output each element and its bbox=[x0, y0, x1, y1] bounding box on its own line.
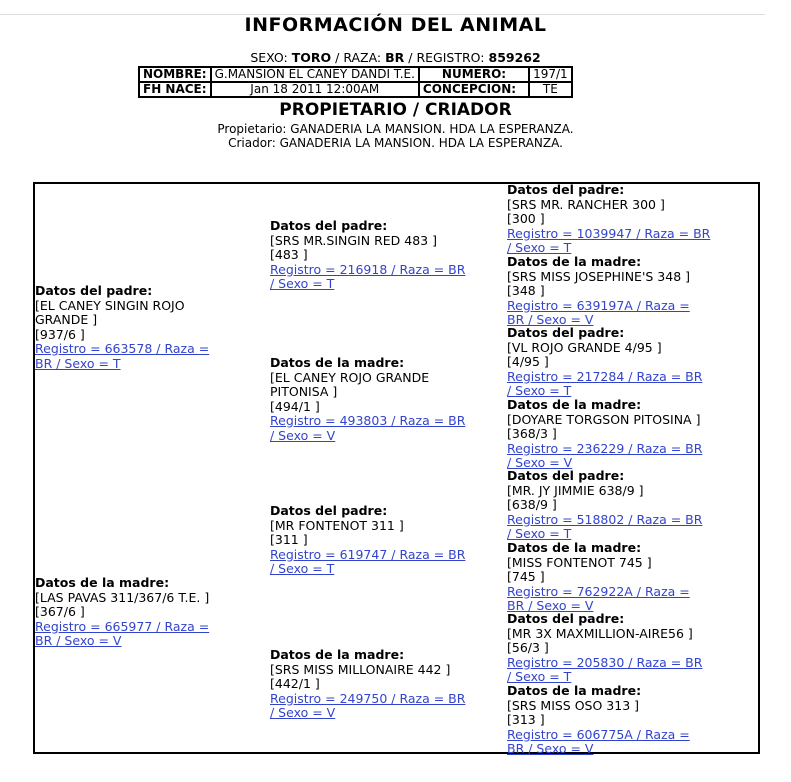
pedigree-sire-sire-registro-link[interactable] bbox=[270, 263, 465, 292]
concepcion-value: TE bbox=[529, 82, 572, 97]
registro-link-line[interactable]: Registro = 665977 / Raza = bbox=[35, 618, 210, 634]
raza-value: BR bbox=[385, 50, 405, 65]
registro-link-line[interactable]: Registro = 217284 / Raza = BR bbox=[507, 368, 703, 384]
pedigree-sire-dam-name: PITONISA ] bbox=[270, 384, 338, 399]
registro-link-line[interactable]: Registro = 216918 / Raza = BR bbox=[270, 261, 466, 277]
pedigree-sire-dam-name: [EL CANEY ROJO GRANDE bbox=[270, 369, 430, 385]
registro-link-line[interactable]: / Sexo = T bbox=[507, 669, 572, 684]
registro-link-line[interactable]: / Sexo = V bbox=[507, 455, 573, 470]
pedigree-ds-sire-number: [638/9 ] bbox=[507, 497, 557, 512]
registro-link-line[interactable]: / Sexo = T bbox=[507, 526, 572, 541]
pedigree-dd-sire bbox=[507, 612, 702, 685]
sexo-value: TORO bbox=[291, 50, 332, 65]
registro-link-line[interactable]: Registro = 619747 / Raza = BR bbox=[270, 546, 466, 562]
pedigree-ds-sire-name: [MR. JY JIMMIE 638/9 ] bbox=[507, 482, 644, 498]
numero-value: 197/1 bbox=[529, 67, 572, 82]
pedigree-sd-dam-registro-link[interactable] bbox=[507, 442, 702, 471]
pedigree-ss-sire-name: [SRS MR. RANCHER 300 ] bbox=[507, 196, 665, 212]
pedigree-sd-sire-heading: Datos del padre: bbox=[507, 325, 625, 340]
pedigree-sd-dam-number: [368/3 ] bbox=[507, 426, 557, 441]
pedigree-sd-sire-name: [VL ROJO GRANDE 4/95 ] bbox=[507, 339, 662, 355]
owner-heading: PROPIETARIO / CRIADOR bbox=[279, 100, 512, 120]
pedigree-dam-sire bbox=[270, 504, 465, 577]
pedigree-sire-heading: Datos del padre: bbox=[35, 283, 153, 298]
registro-link-line[interactable]: / Sexo = T bbox=[270, 561, 335, 576]
registro-label: REGISTRO: bbox=[416, 50, 485, 65]
fh-nace-label: FH NACE: bbox=[139, 82, 211, 97]
registro-link-line[interactable]: Registro = 762922A / Raza = bbox=[507, 583, 690, 599]
registro-link-line[interactable]: / Sexo = T bbox=[507, 383, 572, 398]
pedigree-dd-sire-registro-link[interactable] bbox=[507, 656, 702, 685]
pedigree-sire-number: [937/6 ] bbox=[35, 326, 85, 342]
pedigree-ss-sire-number: [300 ] bbox=[507, 211, 545, 226]
registro-link-line[interactable]: Registro = 493803 / Raza = BR bbox=[270, 413, 466, 428]
pedigree-sire bbox=[35, 284, 209, 371]
pedigree-dd-sire-heading: Datos del padre: bbox=[507, 611, 625, 626]
pedigree-sd-sire-number: [4/95 ] bbox=[507, 354, 549, 369]
pedigree-ds-dam-name: [MISS FONTENOT 745 ] bbox=[507, 554, 652, 570]
pedigree-sd-dam-heading: Datos de la madre: bbox=[507, 397, 642, 412]
pedigree-sire-name: [EL CANEY SINGIN ROJO bbox=[35, 297, 185, 313]
propietario-text: Propietario: GANADERIA LA MANSION. HDA LA ESPERANZA. bbox=[217, 122, 574, 136]
concepcion-label: CONCEPCION: bbox=[419, 82, 529, 97]
sexo-label: SEXO: bbox=[250, 50, 288, 65]
pedigree-ds-dam-heading: Datos de la madre: bbox=[507, 540, 642, 555]
info-row-1 bbox=[139, 67, 572, 82]
pedigree-ss-dam bbox=[507, 255, 690, 328]
pedigree-dam-dam-name: [SRS MISS MILLONAIRE 442 ] bbox=[270, 661, 451, 677]
pedigree-dam-heading: Datos de la madre: bbox=[35, 575, 170, 590]
pedigree-ss-dam-registro-link[interactable] bbox=[507, 299, 690, 328]
pedigree-sire-registro-link[interactable] bbox=[35, 342, 209, 371]
pedigree-dam-sire-name: [MR FONTENOT 311 ] bbox=[270, 517, 404, 533]
page-title: INFORMACIÓN DEL ANIMAL bbox=[244, 14, 547, 36]
pedigree-dam-sire-registro-link[interactable] bbox=[270, 548, 465, 577]
pedigree-dam-sire-number: [311 ] bbox=[270, 532, 308, 547]
pedigree-sire-dam-registro-link[interactable] bbox=[270, 414, 465, 443]
pedigree-sire-sire-number: [483 ] bbox=[270, 247, 308, 262]
pedigree-ds-dam-number: [745 ] bbox=[507, 569, 545, 584]
registro-link-line[interactable]: / Sexo = V bbox=[270, 427, 336, 443]
pedigree-ds-sire-heading: Datos del padre: bbox=[507, 468, 625, 483]
pedigree-sire-dam bbox=[270, 356, 465, 443]
pedigree-ds-dam bbox=[507, 541, 690, 614]
registro-link-line[interactable]: Registro = 249750 / Raza = BR bbox=[270, 690, 466, 706]
registro-link-line[interactable]: / Sexo = T bbox=[270, 276, 335, 291]
registro-link-line[interactable]: Registro = 606775A / Raza = bbox=[507, 726, 690, 742]
pedigree-dd-dam bbox=[507, 684, 690, 757]
pedigree-sire-sire-name: [SRS MR.SINGIN RED 483 ] bbox=[270, 232, 437, 248]
pedigree-dd-dam-registro-link[interactable] bbox=[507, 728, 690, 757]
pedigree-ds-sire bbox=[507, 469, 702, 542]
pedigree-ss-dam-name: [SRS MISS JOSEPHINE'S 348 ] bbox=[507, 268, 691, 284]
registro-link-line[interactable]: BR / Sexo = V bbox=[35, 633, 122, 648]
nombre-value: G.MANSION EL CANEY DANDI T.E. bbox=[211, 67, 419, 82]
pedigree-dam-dam bbox=[270, 648, 465, 721]
pedigree-dd-dam-heading: Datos de la madre: bbox=[507, 683, 642, 698]
pedigree-sire-sire-heading: Datos del padre: bbox=[270, 218, 388, 233]
pedigree-dam-dam-number: [442/1 ] bbox=[270, 676, 320, 691]
animal-summary: SEXO: TORO / RAZA: BR / REGISTRO: 859262 bbox=[250, 50, 541, 65]
registro-link-line[interactable]: Registro = 518802 / Raza = BR bbox=[507, 511, 703, 527]
registro-link-line[interactable]: BR / Sexo = V bbox=[507, 741, 594, 756]
pedigree-sire-sire bbox=[270, 219, 465, 292]
pedigree-sd-sire-registro-link[interactable] bbox=[507, 370, 702, 399]
registro-link-line[interactable]: / Sexo = V bbox=[270, 705, 336, 720]
pedigree-sd-dam-name: [DOYARE TORGSON PITOSINA ] bbox=[507, 411, 701, 427]
pedigree-dd-sire-number: [56/3 ] bbox=[507, 640, 549, 655]
pedigree-sire-dam-heading: Datos de la madre: bbox=[270, 355, 405, 370]
animal-info-table bbox=[138, 66, 573, 98]
pedigree-dam-number: [367/6 ] bbox=[35, 604, 85, 619]
pedigree-sire-name: GRANDE ] bbox=[35, 312, 98, 327]
pedigree-dam bbox=[35, 576, 209, 649]
pedigree-dam-dam-heading: Datos de la madre: bbox=[270, 647, 405, 662]
pedigree-ds-sire-registro-link[interactable] bbox=[507, 513, 702, 542]
pedigree-ds-dam-registro-link[interactable] bbox=[507, 585, 690, 614]
pedigree-sd-dam bbox=[507, 398, 702, 471]
pedigree-dam-dam-registro-link[interactable] bbox=[270, 692, 465, 721]
pedigree-dam-sire-heading: Datos del padre: bbox=[270, 503, 388, 518]
pedigree-dd-sire-name: [MR 3X MAXMILLION-AIRE56 ] bbox=[507, 625, 693, 641]
pedigree-ss-sire bbox=[507, 183, 710, 256]
registro-link-line[interactable]: BR / Sexo = V bbox=[507, 312, 594, 327]
pedigree-ss-sire-registro-link[interactable] bbox=[507, 227, 710, 256]
registro-link-line[interactable]: Registro = 663578 / Raza = bbox=[35, 341, 210, 356]
fh-nace-value: Jan 18 2011 12:00AM bbox=[211, 82, 419, 97]
registro-link-line[interactable]: Registro = 236229 / Raza = BR bbox=[507, 440, 703, 456]
registro-link-line[interactable]: Registro = 1039947 / Raza = BR bbox=[507, 225, 711, 241]
registro-link-line[interactable]: Registro = 205830 / Raza = BR bbox=[507, 654, 703, 670]
pedigree-sd-sire bbox=[507, 326, 702, 399]
registro-link-line[interactable]: / Sexo = T bbox=[507, 240, 572, 255]
criador-text: Criador: GANADERIA LA MANSION. HDA LA ESPERANZA. bbox=[228, 136, 563, 150]
registro-link-line[interactable]: BR / Sexo = T bbox=[35, 355, 121, 371]
pedigree-dd-dam-number: [313 ] bbox=[507, 712, 545, 727]
numero-label: NUMERO: bbox=[419, 67, 529, 82]
registro-value: 859262 bbox=[488, 50, 541, 65]
nombre-label: NOMBRE: bbox=[139, 67, 211, 82]
registro-link-line[interactable]: BR / Sexo = V bbox=[507, 598, 594, 613]
pedigree-dd-dam-name: [SRS MISS OSO 313 ] bbox=[507, 697, 640, 713]
pedigree-dam-registro-link[interactable] bbox=[35, 620, 209, 649]
pedigree-sire-dam-number: [494/1 ] bbox=[270, 398, 320, 414]
info-row-2 bbox=[139, 82, 572, 97]
pedigree-ss-sire-heading: Datos del padre: bbox=[507, 182, 625, 197]
registro-link-line[interactable]: Registro = 639197A / Raza = bbox=[507, 297, 690, 313]
raza-label: RAZA: bbox=[343, 50, 382, 65]
pedigree-dam-name: [LAS PAVAS 311/367/6 T.E. ] bbox=[35, 589, 210, 605]
pedigree-ss-dam-heading: Datos de la madre: bbox=[507, 254, 642, 269]
pedigree-ss-dam-number: [348 ] bbox=[507, 283, 545, 298]
